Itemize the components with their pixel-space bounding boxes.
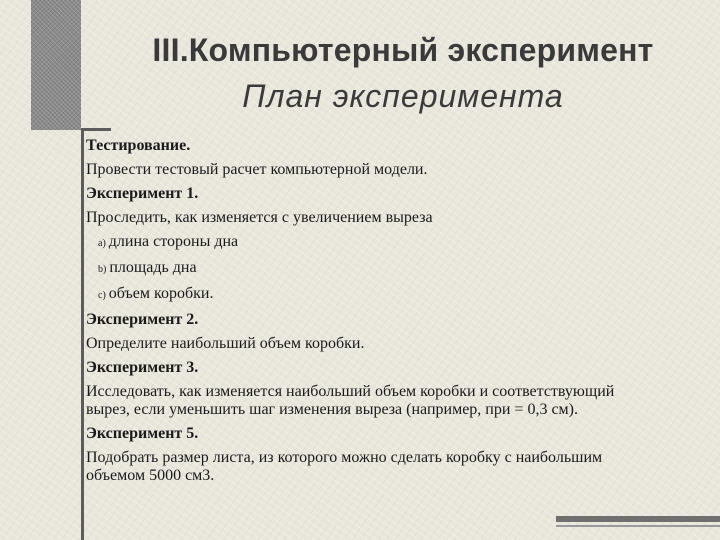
list-item-text: объем коробки. <box>108 285 214 302</box>
slide-subtitle: План эксперимента <box>242 78 564 114</box>
paragraph-experiment-1: Проследить, как изменяется с увеличением выреза <box>86 209 433 226</box>
paragraph-experiment-3: Исследовать, как изменяется наибольший объем коробки и соответствующий вырез, если уменьшить шаг изменения выреза (например, при = 0,3 см). <box>86 383 615 418</box>
list-item <box>86 233 646 253</box>
decorative-side-tick <box>81 128 111 131</box>
paragraph-experiment-5: Подобрать размер листа, из которого можно сделать коробку с наибольшим объемом 5000 см3. <box>86 449 603 484</box>
slide-title: III.Компьютерный эксперимент <box>152 32 654 68</box>
decorative-side-line <box>81 130 84 540</box>
paragraph-test-run: Провести тестовый расчет компьютерной модели. <box>86 161 428 178</box>
list-item <box>86 285 646 305</box>
list-marker: c) <box>98 290 106 301</box>
paragraph-experiment-2: Определите наибольший объем коробки. <box>86 335 365 352</box>
heading-testing: Тестирование. <box>86 137 191 154</box>
decorative-side-bar <box>31 0 81 130</box>
heading-experiment-5: Эксперимент 5. <box>86 425 199 442</box>
decorative-bottom-bar <box>556 516 720 522</box>
list-marker: a) <box>98 238 106 249</box>
decorative-bottom-line <box>556 525 720 527</box>
list-item-text: площадь дна <box>109 259 197 276</box>
list-item <box>86 259 646 279</box>
slide-content <box>86 137 646 491</box>
list-item-text: длина стороны дна <box>108 233 239 250</box>
heading-experiment-2: Эксперимент 2. <box>86 311 199 328</box>
heading-experiment-1: Эксперимент 1. <box>86 185 199 202</box>
list-marker: b) <box>98 264 107 275</box>
heading-experiment-3: Эксперимент 3. <box>86 359 199 376</box>
